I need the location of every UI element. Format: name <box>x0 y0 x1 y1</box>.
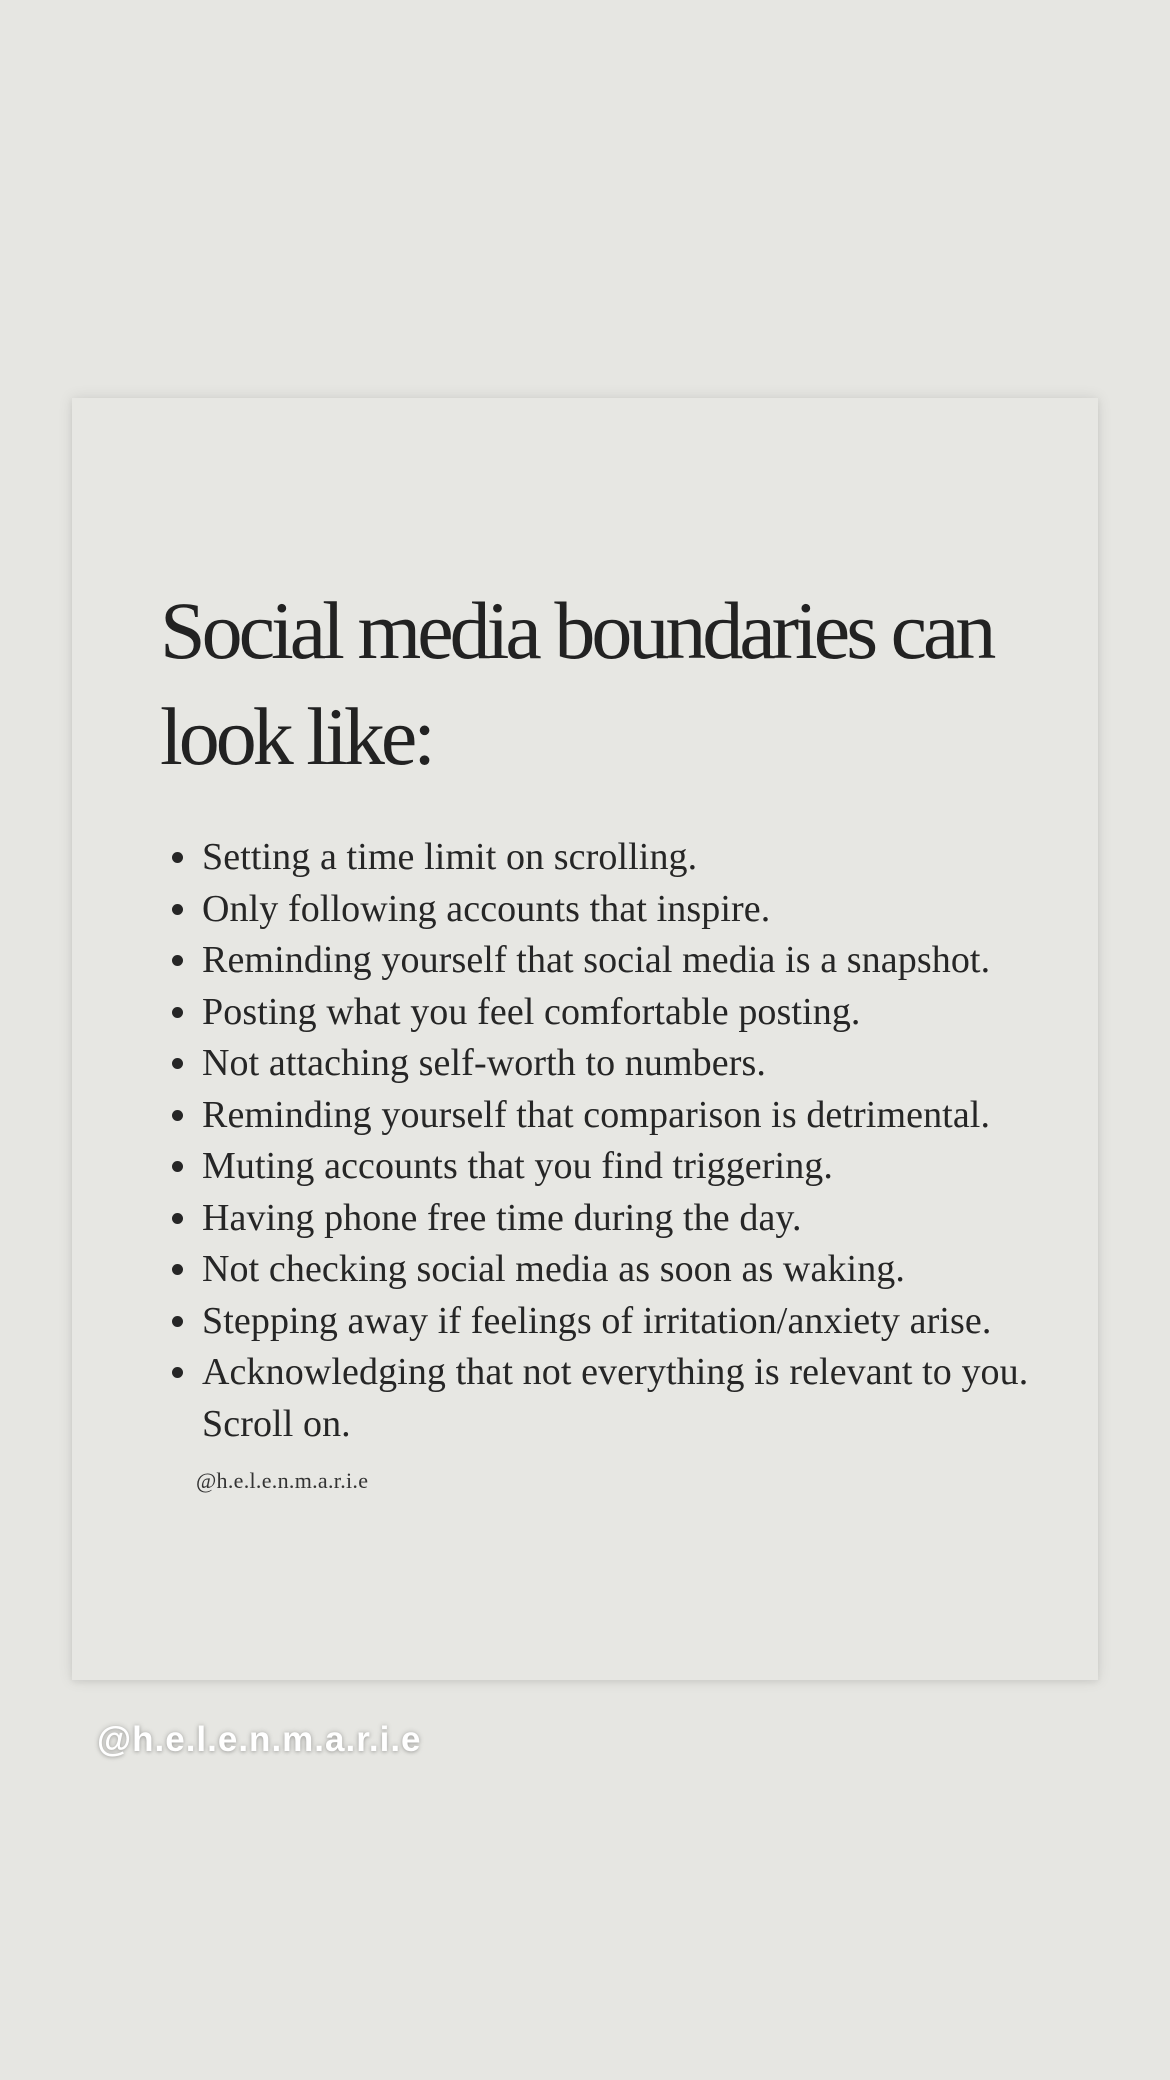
bullet-icon <box>172 1213 183 1224</box>
bullet-icon <box>172 1110 183 1121</box>
bullet-icon <box>172 904 183 915</box>
post-title-line-1: Social media boundaries can <box>160 585 993 676</box>
boundaries-list <box>160 832 1090 1450</box>
list-item <box>160 935 1090 987</box>
bullet-icon <box>172 955 183 966</box>
card-author-handle: @h.e.l.e.n.m.a.r.i.e <box>196 1468 369 1493</box>
list-item-text: Having phone free time during the day. <box>202 1196 802 1239</box>
list-item-text: Only following accounts that inspire. <box>202 887 771 930</box>
list-item <box>160 1193 1090 1245</box>
list-item-text: Muting accounts that you find triggering. <box>202 1145 833 1187</box>
bullet-icon <box>172 1007 183 1018</box>
list-item-text: Reminding yourself that social media is a snapshot. <box>202 939 991 981</box>
list-item <box>160 1090 1090 1142</box>
list-item <box>160 1296 1090 1348</box>
list-item <box>160 832 1090 884</box>
bullet-icon <box>172 1058 183 1069</box>
list-item <box>160 1347 1090 1450</box>
bullet-icon <box>172 1264 183 1275</box>
list-item <box>160 884 1090 936</box>
list-item <box>160 1244 1090 1296</box>
list-item-text: Acknowledging that not everything is relevant to you. Scroll on. <box>202 1351 1029 1445</box>
list-item-text: Not checking social media as soon as waking. <box>202 1248 906 1290</box>
list-item <box>160 987 1090 1039</box>
list-item-text: Setting a time limit on scrolling. <box>202 836 698 878</box>
post-title <box>160 578 1090 790</box>
post-title-line-2: look like: <box>160 691 433 782</box>
card-content <box>160 578 1090 1494</box>
list-item-text: Posting what you feel comfortable posting. <box>202 990 861 1033</box>
list-item-text: Stepping away if feelings of irritation/anxiety arise. <box>202 1299 992 1342</box>
list-item <box>160 1141 1090 1193</box>
story-mention-sticker[interactable]: @h.e.l.e.n.m.a.r.i.e <box>97 1720 422 1759</box>
bullet-icon <box>172 852 183 863</box>
list-item-text: Reminding yourself that comparison is detrimental. <box>202 1093 991 1136</box>
bullet-icon <box>172 1316 183 1327</box>
list-item-text: Not attaching self-worth to numbers. <box>202 1042 766 1084</box>
bullet-icon <box>172 1161 183 1172</box>
post-card <box>72 398 1098 1680</box>
list-item <box>160 1038 1090 1090</box>
bullet-icon <box>172 1367 183 1378</box>
